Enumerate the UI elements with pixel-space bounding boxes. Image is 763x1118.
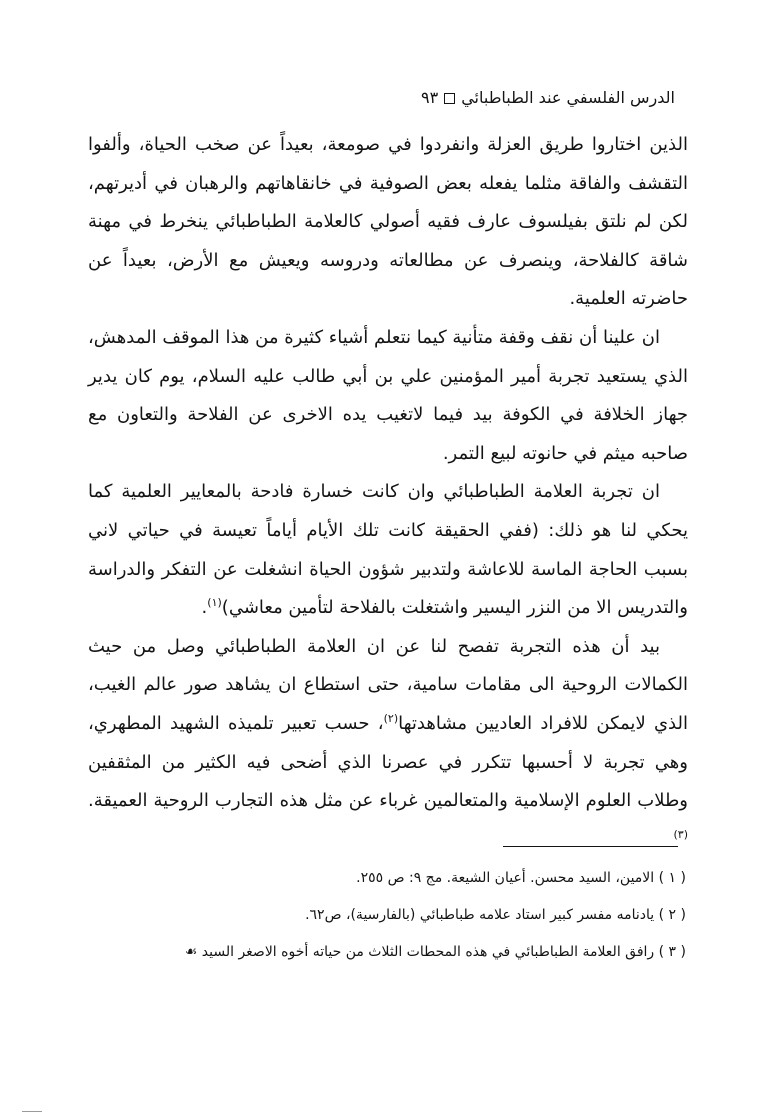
continuation-icon: ☙ bbox=[184, 944, 198, 960]
body-text bbox=[88, 126, 688, 859]
sentence-end: . bbox=[201, 597, 208, 619]
page-number: ٩٣ bbox=[421, 88, 439, 107]
footnote-2: ( ٢ ) يادنامه مفسر كبير استاد علامه طباطبائي (بالفارسية)، ص٦٢. bbox=[305, 907, 686, 923]
footnotes bbox=[88, 860, 686, 971]
footnote-ref-1: (١) bbox=[207, 596, 222, 610]
footnote-3: ( ٣ ) رافق العلامة الطباطبائي في هذه المحطات الثلاث من حياته أخوه الاصغر السيد ☙ bbox=[184, 944, 686, 960]
paragraph-2: ان علينا أن نقف وقفة متأنية كيما نتعلم أشياء كثيرة من هذا الموقف المدهش، الذي يستعيد تجربة أمير المؤمنين علي بن أبي طالب عليه السلام، يوم كان يدير جهاز الخلافة في الكوفة بيد فيما لاتغيب يده الاخرى عن الفلاحة والتعاون مع صاحبه ميثم في حانوته لبيع التمر. bbox=[88, 326, 688, 464]
footnote-divider bbox=[503, 846, 678, 847]
paragraph-1: الذين اختاروا طريق العزلة وانفردوا في صومعة، بعيداً عن صخب الحياة، وألفوا التقشف والفاقة مثلما يفعله بعض الصوفية في خانقاهاتهم والرهبان في أديرتهم، لكن لم نلتق بفيلسوف عارف فقيه أصولي كالعلامة الطباطبائي ينخرط في مهنة شاقة كالفلاحة، وينصرف عن مطالعاته ودروسه ويعيش مع الأرض، بعيداً عن حاضرته العلمية. bbox=[88, 134, 688, 310]
running-header bbox=[421, 86, 675, 110]
footnote-1: ( ١ ) الامين، السيد محسن. أعيان الشيعة. مج ٩: ص ٢٥٥. bbox=[356, 870, 686, 886]
footnote-ref-2: (٢) bbox=[383, 711, 399, 725]
square-separator-icon bbox=[444, 93, 455, 104]
paragraph-4: بيد أن هذه التجربة تفصح لنا عن ان العلامة الطباطبائي وصل من حيث الكمالات الروحية الى مقامات سامية، حتى استطاع ان يشاهد صور عالم الغيب، الذي لايمكن للافراد العاديين مشاهدتها$^{(٢)}$، حسب تعبير تلميذه الشهيد المطهري، وهي تجربة لا أحسبها تتكرر في عصرنا الذي أضحى فيه الكثير من المثقفين وطلاب العلوم الإسلامية والمتعالمين غرباء عن مثل هذه التجارب الروحية العميقة.$^{(٣)}$ bbox=[88, 635, 688, 841]
page-edge-mark bbox=[22, 1111, 42, 1118]
paragraph-3: ان تجربة العلامة الطباطبائي وان كانت خسارة فادحة بالمعايير العلمية كما يحكي لنا هو ذلك: (ففي الحقيقة كانت تلك الأيام أياماً تعيسة في حياتي لاني بسبب الحاجة الماسة للاعاشة ولتدبير شؤون الحياة انشغلت عن التفكر والدراسة والتدريس الا من النزر اليسير واشتغلت بالفلاحة لتأمين معاشي)$^{(١)}$. bbox=[88, 481, 688, 619]
footnote-ref-3: (٣) bbox=[673, 827, 688, 841]
header-title: الدرس الفلسفي عند الطباطبائي bbox=[461, 88, 675, 107]
